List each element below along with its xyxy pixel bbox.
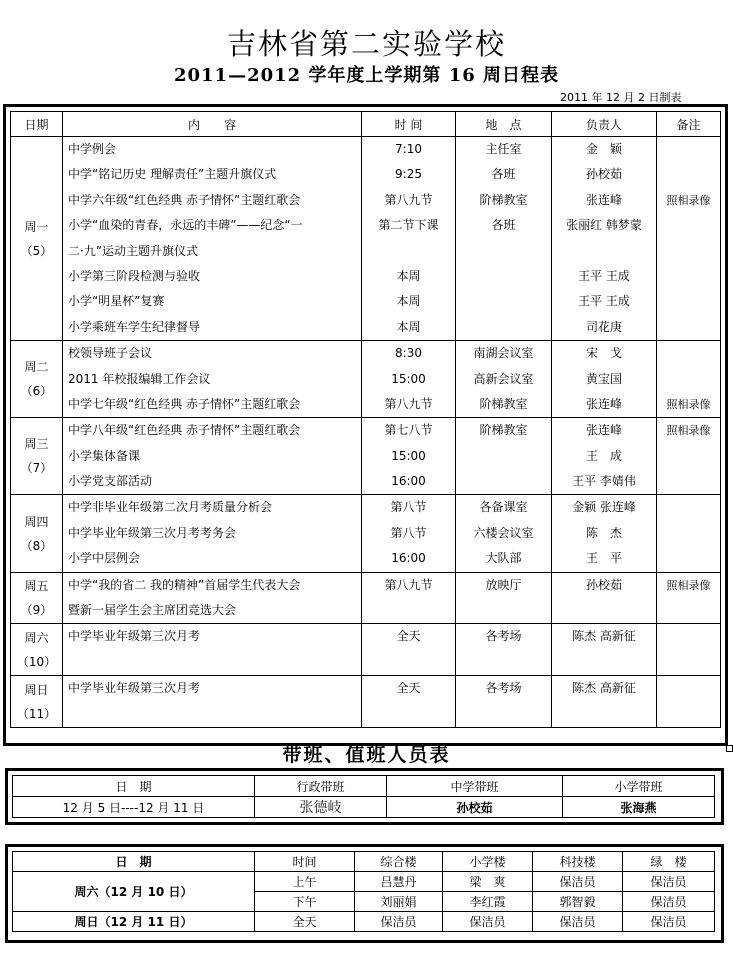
day-row bbox=[11, 572, 721, 624]
duty-admin-name: 张德岐 bbox=[255, 797, 387, 818]
event-person-cell bbox=[552, 624, 657, 676]
duty-header-date: 日 期 bbox=[13, 776, 255, 797]
event-place: 各班 bbox=[491, 218, 516, 233]
day-number: （10） bbox=[16, 654, 57, 669]
event-note bbox=[657, 702, 720, 727]
event-person bbox=[552, 650, 656, 675]
event-person: 陈 杰 bbox=[585, 525, 622, 540]
day-row bbox=[11, 676, 721, 728]
event-note-cell bbox=[657, 572, 721, 624]
event-person: 王平 王成 bbox=[578, 294, 630, 309]
event-note bbox=[657, 598, 720, 623]
event-content: 中学例会 bbox=[68, 142, 117, 156]
duty-header-middle: 中学带班 bbox=[387, 776, 563, 797]
event-content: 小学党支部活动 bbox=[68, 474, 153, 489]
day-number: （7） bbox=[20, 461, 53, 476]
event-place bbox=[456, 444, 551, 469]
table-cell: 李红霞 bbox=[443, 892, 533, 912]
col-header-date: 日期 bbox=[11, 112, 63, 137]
duty-table bbox=[12, 775, 715, 818]
event-person: 宋 戈 bbox=[585, 346, 622, 361]
weekend-sat-am-row bbox=[13, 872, 715, 892]
event-time: 第七八节 bbox=[384, 423, 433, 438]
weekend-sat-label: 周六（12 月 10 日） bbox=[13, 872, 255, 912]
col-header-note: 备注 bbox=[657, 112, 721, 137]
event-person: 张丽红 韩梦蒙 bbox=[566, 218, 642, 233]
event-place bbox=[456, 264, 551, 289]
event-place: 各备课室 bbox=[479, 500, 528, 515]
event-time: 15:00 bbox=[391, 448, 426, 463]
day-row bbox=[11, 341, 721, 418]
event-note-cell bbox=[657, 341, 721, 418]
event-time: 第八节 bbox=[390, 525, 427, 540]
day-name: 周三 bbox=[24, 437, 49, 452]
event-note bbox=[657, 239, 720, 264]
duty-title: 带班、值班人员表 bbox=[282, 744, 451, 766]
event-content: 中学七年级“红色经典 赤子情怀”主题红歌会 bbox=[68, 396, 301, 411]
event-time: 全天 bbox=[396, 681, 421, 696]
event-content bbox=[63, 650, 361, 675]
day-label-cell bbox=[11, 572, 63, 624]
weekend-header-building3: 科技楼 bbox=[533, 852, 623, 872]
event-time: 16:00 bbox=[391, 551, 426, 566]
event-person: 黄宝国 bbox=[585, 371, 622, 386]
event-person bbox=[552, 239, 656, 264]
event-note: 照相录像 bbox=[666, 424, 711, 438]
event-note bbox=[657, 367, 720, 392]
event-place: 各考场 bbox=[485, 681, 522, 696]
table-cell: 保洁员 bbox=[623, 912, 715, 932]
event-place bbox=[456, 315, 551, 340]
event-content-cell bbox=[63, 572, 362, 624]
event-person-cell bbox=[552, 572, 657, 624]
event-note bbox=[657, 546, 720, 571]
event-note bbox=[657, 162, 720, 187]
event-note bbox=[657, 264, 720, 289]
event-place-cell bbox=[456, 495, 552, 572]
event-person: 金颖 张连峰 bbox=[572, 500, 636, 515]
event-place bbox=[456, 469, 551, 494]
schedule-frame bbox=[3, 104, 728, 746]
event-content: 中学“我的省二 我的精神”首届学生代表大会 bbox=[68, 577, 301, 592]
day-name: 周四 bbox=[24, 514, 49, 529]
event-place: 各考场 bbox=[485, 629, 522, 644]
weekend-sun-row bbox=[13, 912, 715, 932]
table-cell: 全天 bbox=[255, 912, 355, 932]
event-time: 9:25 bbox=[395, 167, 422, 182]
event-time: 全天 bbox=[396, 629, 421, 644]
day-label-cell bbox=[11, 418, 63, 495]
event-content: 二·九”运动主题升旗仪式 bbox=[68, 243, 199, 258]
event-content: 小学“血染的青春，永远的丰碑”——纪念“一 bbox=[68, 218, 303, 233]
table-cell: 上午 bbox=[255, 872, 355, 892]
event-note bbox=[657, 444, 720, 469]
event-time-cell bbox=[362, 624, 456, 676]
weekend-header-building4: 绿 楼 bbox=[623, 852, 715, 872]
event-content-cell bbox=[63, 495, 362, 572]
event-place-cell bbox=[456, 341, 552, 418]
weekend-header-building1: 综合楼 bbox=[355, 852, 443, 872]
duty-header-admin: 行政带班 bbox=[255, 776, 387, 797]
event-person: 陈杰 高新征 bbox=[572, 629, 636, 644]
day-number: （11） bbox=[16, 706, 57, 721]
weekend-header-row bbox=[13, 852, 715, 872]
day-number: （6） bbox=[20, 384, 53, 399]
event-note-cell bbox=[657, 418, 721, 495]
event-note: 照相录像 bbox=[666, 193, 711, 207]
event-place: 放映厅 bbox=[485, 577, 522, 592]
event-time: 8:30 bbox=[395, 346, 422, 361]
event-note bbox=[657, 676, 720, 701]
event-time-cell bbox=[362, 418, 456, 495]
day-label-cell bbox=[11, 676, 63, 728]
made-date: 2011 年 12 月 2 日制表 bbox=[560, 91, 682, 104]
event-place-cell bbox=[456, 624, 552, 676]
event-note bbox=[657, 521, 720, 546]
event-place: 阶梯教室 bbox=[479, 396, 528, 411]
event-person: 王平 王成 bbox=[578, 268, 630, 283]
event-time: 7:10 bbox=[395, 142, 422, 156]
table-cell: 吕慧丹 bbox=[355, 872, 443, 892]
day-row bbox=[11, 137, 721, 341]
event-place: 阶梯教室 bbox=[479, 423, 528, 438]
day-label-cell bbox=[11, 495, 63, 572]
col-header-place: 地 点 bbox=[456, 112, 552, 137]
event-time-cell bbox=[362, 676, 456, 728]
event-place bbox=[456, 598, 551, 623]
event-place bbox=[456, 702, 551, 727]
event-content: 小学第三阶段检测与验收 bbox=[68, 268, 201, 283]
event-note bbox=[657, 137, 720, 162]
event-time: 本周 bbox=[396, 268, 421, 283]
table-cell: 保洁员 bbox=[533, 912, 623, 932]
event-note bbox=[657, 315, 720, 340]
day-label-cell bbox=[11, 341, 63, 418]
event-person: 司花庚 bbox=[585, 319, 622, 334]
resize-handle[interactable] bbox=[726, 745, 733, 752]
event-person: 孙校茹 bbox=[585, 167, 622, 182]
event-person bbox=[552, 702, 656, 727]
weekend-table bbox=[12, 851, 715, 932]
event-person: 孙校茹 bbox=[585, 577, 622, 592]
event-content: 中学毕业年级第三次月考 bbox=[68, 681, 201, 696]
event-note bbox=[657, 213, 720, 238]
day-number: （8） bbox=[20, 538, 53, 553]
event-person bbox=[552, 598, 656, 623]
event-content: 校领导班子会议 bbox=[68, 346, 153, 361]
event-person: 张连峰 bbox=[585, 396, 622, 411]
event-place: 阶梯教室 bbox=[479, 192, 528, 207]
event-content-cell bbox=[63, 137, 362, 341]
event-person: 张连峰 bbox=[585, 192, 622, 207]
event-content: 中学六年级“红色经典 赤子情怀”主题红歌会 bbox=[68, 192, 301, 207]
day-label-cell bbox=[11, 137, 63, 341]
event-time bbox=[362, 239, 455, 264]
event-content: 中学毕业年级第三次月考考务会 bbox=[68, 525, 237, 540]
table-cell: 保洁员 bbox=[623, 872, 715, 892]
weekend-header-building2: 小学楼 bbox=[443, 852, 533, 872]
event-note-cell bbox=[657, 495, 721, 572]
day-number: （9） bbox=[20, 603, 53, 618]
event-note bbox=[657, 341, 720, 366]
event-place-cell bbox=[456, 137, 552, 341]
duty-header-row bbox=[13, 776, 715, 797]
event-note-cell bbox=[657, 624, 721, 676]
day-row bbox=[11, 495, 721, 572]
event-person: 金 颖 bbox=[585, 142, 622, 156]
event-note: 照相录像 bbox=[666, 397, 711, 411]
event-content-cell bbox=[63, 624, 362, 676]
event-note: 照相录像 bbox=[666, 578, 711, 592]
duty-frame bbox=[5, 768, 724, 825]
event-content: 中学毕业年级第三次月考 bbox=[68, 629, 201, 644]
day-number: （5） bbox=[20, 243, 53, 258]
event-person: 张连峰 bbox=[585, 423, 622, 438]
event-note bbox=[657, 469, 720, 494]
weekend-header-time: 时间 bbox=[255, 852, 355, 872]
event-person: 陈杰 高新征 bbox=[572, 681, 636, 696]
event-place: 各班 bbox=[491, 167, 516, 182]
event-time bbox=[362, 598, 455, 623]
event-content: 小学“明星杯”复赛 bbox=[68, 294, 165, 309]
event-person: 王平 李婧伟 bbox=[572, 474, 636, 489]
event-content-cell bbox=[63, 418, 362, 495]
school-title: 吉林省第二实验学校 bbox=[226, 27, 506, 61]
event-person-cell bbox=[552, 495, 657, 572]
event-note bbox=[657, 289, 720, 314]
event-place: 大队部 bbox=[485, 551, 522, 566]
col-header-person: 负责人 bbox=[552, 112, 657, 137]
event-time: 15:00 bbox=[391, 371, 426, 386]
table-cell: 刘丽娟 bbox=[355, 892, 443, 912]
day-row bbox=[11, 624, 721, 676]
event-content-cell bbox=[63, 341, 362, 418]
day-name: 周日 bbox=[24, 682, 49, 697]
event-time: 第八九节 bbox=[384, 396, 433, 411]
event-time-cell bbox=[362, 341, 456, 418]
event-place-cell bbox=[456, 676, 552, 728]
table-cell: 保洁员 bbox=[355, 912, 443, 932]
event-content: 小学集体备课 bbox=[68, 448, 141, 463]
event-note bbox=[657, 495, 720, 520]
weekend-frame bbox=[5, 844, 724, 943]
event-person-cell bbox=[552, 137, 657, 341]
event-time: 16:00 bbox=[391, 474, 426, 489]
table-cell: 郭智毅 bbox=[533, 892, 623, 912]
event-time bbox=[362, 650, 455, 675]
event-time: 第二节下课 bbox=[378, 218, 439, 233]
event-note bbox=[657, 650, 720, 675]
weekend-header-date: 日 期 bbox=[13, 852, 255, 872]
event-place: 主任室 bbox=[485, 142, 522, 156]
day-name: 周二 bbox=[24, 360, 49, 375]
event-person-cell bbox=[552, 341, 657, 418]
col-header-content: 内 容 bbox=[63, 112, 362, 137]
event-time bbox=[362, 702, 455, 727]
duty-header-primary: 小学带班 bbox=[563, 776, 715, 797]
event-place bbox=[456, 239, 551, 264]
event-content: 中学“铭记历史 理解责任”主题升旗仪式 bbox=[68, 167, 277, 182]
event-content-cell bbox=[63, 676, 362, 728]
table-cell: 保洁员 bbox=[443, 912, 533, 932]
event-time: 本周 bbox=[396, 294, 421, 309]
event-person: 王 成 bbox=[585, 448, 622, 463]
col-header-time: 时 间 bbox=[362, 112, 456, 137]
table-cell: 下午 bbox=[255, 892, 355, 912]
weekend-sun-label: 周日（12 月 11 日） bbox=[13, 912, 255, 932]
event-content bbox=[63, 702, 361, 727]
event-content: 2011 年校报编辑工作会议 bbox=[68, 371, 211, 386]
event-content: 小学乘班车学生纪律督导 bbox=[68, 319, 201, 334]
event-time-cell bbox=[362, 572, 456, 624]
day-name: 周五 bbox=[24, 579, 49, 594]
table-cell: 保洁员 bbox=[623, 892, 715, 912]
event-note-cell bbox=[657, 676, 721, 728]
event-place-cell bbox=[456, 418, 552, 495]
day-name: 周六 bbox=[24, 630, 49, 645]
event-time: 第八九节 bbox=[384, 192, 433, 207]
event-place-cell bbox=[456, 572, 552, 624]
event-time: 本周 bbox=[396, 319, 421, 334]
day-row bbox=[11, 418, 721, 495]
event-content: 暨新一届学生会主席团竞选大会 bbox=[68, 603, 237, 618]
event-note-cell bbox=[657, 137, 721, 341]
duty-primary-name: 张海燕 bbox=[563, 797, 715, 818]
event-content: 小学中层例会 bbox=[68, 551, 141, 566]
event-place: 南湖会议室 bbox=[473, 346, 534, 361]
duty-row bbox=[13, 797, 715, 818]
schedule-subtitle: 2011—2012 学年度上学期第 16 周日程表 bbox=[173, 65, 560, 86]
event-note bbox=[657, 624, 720, 649]
event-time: 第八节 bbox=[390, 500, 427, 515]
day-name: 周一 bbox=[24, 219, 49, 234]
event-content: 中学非毕业年级第二次月考质量分析会 bbox=[68, 500, 273, 515]
day-label-cell bbox=[11, 624, 63, 676]
event-time: 第八九节 bbox=[384, 577, 433, 592]
table-cell: 保洁员 bbox=[533, 872, 623, 892]
duty-date-range: 12 月 5 日----12 月 11 日 bbox=[13, 797, 255, 818]
event-content: 中学八年级“红色经典 赤子情怀”主题红歌会 bbox=[68, 423, 301, 438]
event-place: 高新会议室 bbox=[473, 371, 534, 386]
table-cell: 梁 爽 bbox=[443, 872, 533, 892]
event-person: 王 平 bbox=[585, 551, 622, 566]
duty-middle-name: 孙校茹 bbox=[387, 797, 563, 818]
event-place: 六楼会议室 bbox=[473, 525, 534, 540]
event-time-cell bbox=[362, 137, 456, 341]
schedule-table bbox=[10, 111, 721, 728]
event-time-cell bbox=[362, 495, 456, 572]
event-person-cell bbox=[552, 418, 657, 495]
schedule-header-row bbox=[11, 112, 721, 137]
event-place bbox=[456, 650, 551, 675]
event-person-cell bbox=[552, 676, 657, 728]
event-place bbox=[456, 289, 551, 314]
